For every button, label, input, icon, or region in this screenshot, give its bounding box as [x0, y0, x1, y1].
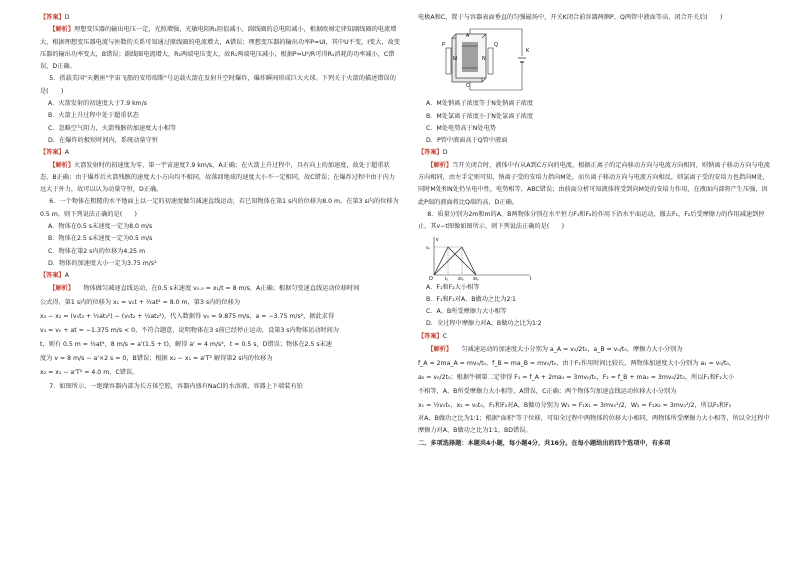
q5-explanation: 【解析】火箭发射时的初速度为零，第一宇宙速度7.9 km/s，A正确；在火箭上升过程中，具有向上的加速度，故处于超重状态，B正确；由于爆炸后火箭残骸的速度大小方向均不相同，故落回地球的速度大小不一定相同，故C错误；在爆炸过程中由于内力远大于外力，故可以认为动量守恒，D正确。: [40, 161, 396, 194]
answer-label: 【答案】: [40, 14, 65, 21]
q6-explanation-5: t，则有 0.5 m = ½at²，8 m/s = a'(1.5 + t)，解得 a' = 4 m/s²，t = 0.5 s，D错误；物体在2.5 s末速: [40, 341, 332, 349]
graph-origin: O: [429, 275, 433, 281]
q7-option-c: C．M处电势高于N处电势: [426, 124, 496, 132]
q8-explanation-5: x₁ = ½v₀t₀，x₂ = v₀t₀，F₁和F₂对A、B做功分别为 W₁ = F₁x₁ = 3mv₀²/2，W₂ = F₂x₂ = 3mv₀²/2，所以F₁和F₂: [418, 401, 732, 409]
q8-stem: 8．质量分别为2m和m的A、B两物体分别在水平恒力F₁和F₂的作用下沿水平面运动，撤去F₁、F₂后受摩擦力的作用减速到停止，其v−t图像如图所示，则下列说法正确的是( ): [418, 210, 765, 231]
q6-explanation-4: v₃ = v₀ + at = −1.375 m/s < 0，不符合题意，说明物体在3 s前已经停止运动，设第3 s内物体运动时间为: [40, 327, 339, 335]
q8-explanation-2: f_A = 2ma_A = mv₀/t₀，f_B = ma_B = mv₀/t₀，由于F₁作用时间比较长，两物体加速度大小分别为 a₁ = v₀/t₀，: [418, 359, 736, 367]
q8-explanation-1: 【解析】 匀减速运动的加速度大小分别为 a_A = v₀/2t₀，a_B = v₀/t₀，摩擦力大小分别为: [427, 345, 683, 353]
fig-label-n: N: [482, 56, 486, 63]
answer-line: 【答案】A: [40, 272, 69, 280]
q8-option-a: A．F₁和F₂大小相等: [426, 283, 480, 291]
q6-explanation-1: 【解析】 物体做匀减速直线运动，在0.5 s末速度 v₀.₅ = x₁/t = 8 m/s，A正确；根据匀变速直线运动位移时间: [49, 285, 360, 293]
q6-option-c: C．物体在第2 s内的位移为4.25 m: [48, 247, 146, 255]
answer-line: 【答案】D: [418, 149, 448, 157]
right-column: [418, 12, 770, 450]
answer-line: 【答案】D: [40, 14, 70, 21]
q7-option-b: B．M处氯离子浓度小于N处氯离子浓度: [426, 112, 534, 120]
q8-explanation-3: a₂ = v₀/2t₀；根据牛顿第二定律得 F₁ = f_A + 2ma₁ = 3mv₀/t₀，F₂ = f_B + ma₂ = 3mv₀/2t₀，所以F₁和F₂大小: [418, 373, 735, 381]
graph-axis-t: t: [530, 275, 532, 281]
q7-option-a: A．M处钠离子浓度等于N处钠离子浓度: [426, 100, 534, 108]
q7-apparatus-figure: [426, 26, 546, 96]
left-column: [40, 12, 400, 393]
q6-option-b: B．物体在2.5 s末速度一定为0.5 m/s: [48, 235, 153, 243]
graph-axis-v: v: [436, 236, 439, 243]
fig-label-c: C: [466, 83, 470, 90]
q6-explanation-6: 度为 v = 8 m/s − a'×2 s = 0，B错误；根据 x₂ − x₁ = a'T² 解得第2 s内的位移为: [40, 355, 273, 363]
graph-tick-3t0: 3t₀: [473, 275, 479, 281]
answer-line: 【答案】A: [40, 149, 69, 157]
q6-explanation-7: x₂ = x₁ − a'T² = 4.0 m，C错误。: [40, 369, 139, 377]
fig-label-m: M: [453, 56, 458, 63]
q4-explanation: 【解析】理想变压器的输出电压一定，光照增强，光敏电阻R₁阻值减小，副线圈的总电阻减小，根据欧姆定律知副线圈的电流增大，根据理想变压器电流与匝数的关系可知通过原线圈的电流增大，A错误；理想变压器的输出功率P=UI，其中U不变，I变大，故变压器的输出功率变大，B错误；副线圈电流增大，R₂两端电压变大，故R₁两端电压减小，根据P=U²/R可得R₁消耗的功率减小，C错误，D正确。: [40, 26, 400, 71]
q7-stem-continued: 电极A和C，置于与容器表面垂直的匀强磁场中，开关K闭合前容器两侧P、Q两管中液面等高，闭合开关后( ): [418, 14, 723, 21]
q8-option-b: B．F₁和F₂对A、B做功之比为2∶1: [426, 295, 516, 303]
q7-explanation: 【解析】当开关闭合时，液体中有从A到C方向的电流，根据正离子的定向移动方向与电流方向相同，则钠离子移动方向与电流方向相同，由左手定则可知，钠离子受的安培力指向M处，而负离子移动方向与电流方向相反，则氯离子受的安培力也指向M处，同时M处和N处仍呈电中性，电势相等，ABC错误；由前面分析可知液体将受到向M处的安培力作用，在液面内部将产生压强，因此P端的液面将比Q端的高，D正确。: [418, 161, 770, 206]
q6-stem: 6．一个物体在粗糙的水平地面上以一定的初速度做匀减速直线运动，若已知物体在第1 s内的位移为8.0 m，在第3 s内的位移为0.5 m，则下列说法正确的是( ): [40, 198, 399, 218]
q8-explanation-4: 不相等，A、B所受摩擦力大小相等，A错误，C正确；两个物体匀加速直线运动位移大小分别为: [418, 387, 677, 395]
graph-tick-2t0: 2t₀: [458, 275, 464, 281]
fig-label-a: A: [466, 33, 470, 40]
q8-explanation-6: 对A、B做功之比为1∶1；根据"面积"等于位移，可知全过程中两物体的位移大小相同，两物体所受摩擦力大小相等，所以全过程中摩擦力对A、B做功之比为1∶1，BD错误。: [418, 415, 770, 435]
answer-line: 【答案】C: [418, 332, 448, 340]
q7-stem: 7．如图所示，一绝缘容器内部为长方体空腔，容器内盛有NaCl的水溶液，容器上下端装有铂: [49, 382, 303, 390]
graph-tick-t0: t₀: [445, 275, 449, 281]
graph-tick-v0: v₀: [426, 244, 431, 250]
q7-option-d: D．P管中液面高于Q管中液面: [426, 137, 508, 145]
q5-option-d: D．在爆炸的极短时间内，系统动量守恒: [48, 136, 158, 144]
section-2-heading: 二、多项选择题：本题共4小题，每小题4分，共16分。在每小题给出的四个选项中，有多项: [418, 439, 671, 447]
q5-option-b: B．火箭上升过程中处于超重状态: [48, 112, 139, 120]
q6-option-d: D．物体的加速度大小一定为3.75 m/s²: [48, 259, 157, 267]
fig-label-p: P: [442, 42, 446, 49]
q6-option-a: A．物体在0.5 s末速度一定为8.0 m/s: [48, 223, 153, 231]
q6-explanation-3: x₃ − x₂ = (v₀t₃ + ½at₃²) − (v₀t₂ + ½at₂²)，代入数据得 v₀ = 9.875 m/s，a = −3.75 m/s²，据此求得: [40, 313, 335, 321]
q5-stem: 5．搭载美国"天鹅座"宇宙飞船的安塔瑞斯"号运载火箭在发射升空时爆炸，爆炸瞬间形成巨大火球。下列关于火箭的描述错误的是( ): [40, 75, 396, 95]
fig-label-q: Q: [494, 42, 498, 49]
q6-explanation-2: 公式得，第1 s内的位移为 x₁ = v₀t + ½at² = 8.0 m，第3 s内的位移为: [40, 299, 241, 307]
q8-option-c: C．A、B所受摩擦力大小相等: [426, 308, 507, 316]
fig-label-k: K: [526, 48, 530, 55]
q8-vt-graph: [426, 235, 536, 281]
q8-option-d: D．全过程中摩擦力对A、B做功之比为1∶2: [426, 320, 542, 328]
q5-option-c: C．忽略空气阻力，火箭残骸的加速度大小相等: [48, 124, 177, 132]
q5-option-a: A．火箭发射的初速度大于7.9 km/s: [48, 100, 148, 108]
